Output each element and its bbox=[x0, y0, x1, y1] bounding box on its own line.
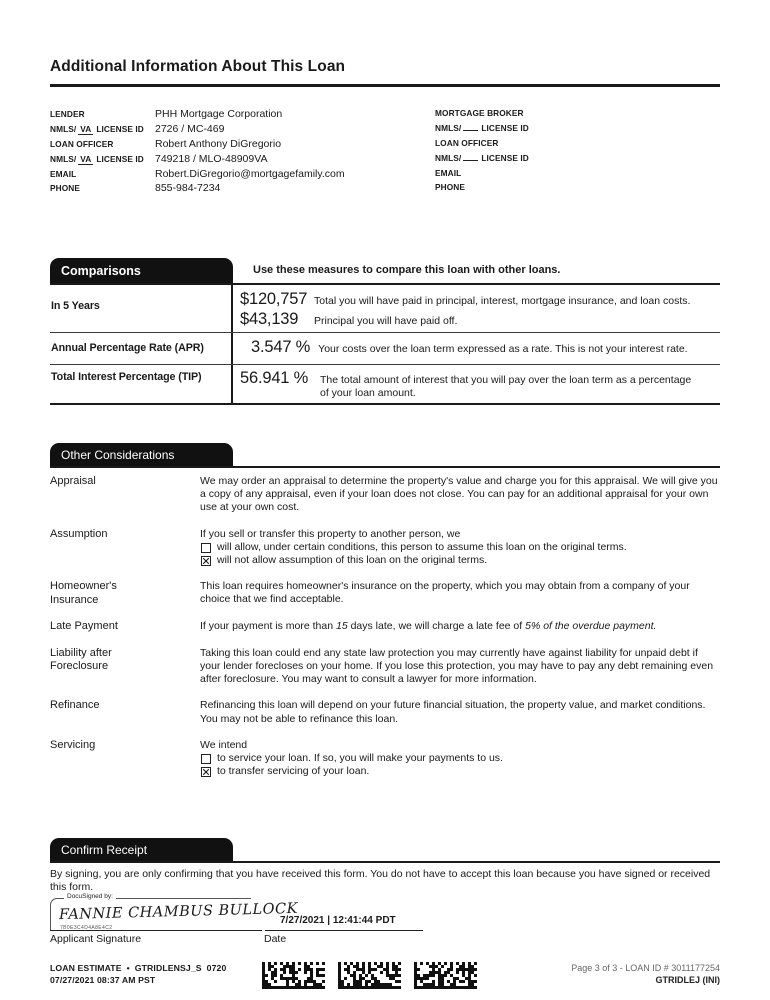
consideration-refinance: Refinance Refinancing this loan will depend on your future financial situation, the property value, and market conditions. You may not be able to refinance this loan. bbox=[50, 699, 706, 725]
state-blank bbox=[463, 160, 478, 161]
page-footer bbox=[50, 960, 720, 996]
contact-label: NMLS/ LICENSE ID bbox=[435, 152, 529, 163]
date-caption: Date bbox=[264, 933, 287, 945]
print-timestamp: 07/27/2021 08:37 AM PST bbox=[50, 974, 156, 985]
contact-label: EMAIL bbox=[50, 168, 77, 179]
contact-row bbox=[435, 182, 720, 197]
lender-column bbox=[50, 108, 435, 197]
footer-right bbox=[571, 963, 720, 986]
comparisons-tab: Comparisons bbox=[50, 258, 233, 283]
signature-line bbox=[50, 930, 262, 931]
lender-phone: 855-984-7234 bbox=[155, 182, 221, 195]
contact-row bbox=[50, 108, 435, 123]
in-5-years-principal: $43,139 bbox=[240, 310, 299, 328]
row-values: 56.941 % The total amount of interest that you will pay over the loan term as a percentage of your loan amount. bbox=[240, 369, 692, 399]
footer-left bbox=[50, 963, 226, 986]
contact-label: LOAN OFFICER bbox=[435, 137, 499, 148]
contact-row bbox=[50, 153, 435, 168]
contact-row bbox=[50, 168, 435, 183]
confirm-receipt-tab: Confirm Receipt bbox=[50, 838, 233, 861]
table-row bbox=[50, 333, 720, 365]
contact-label: NMLS/ VA LICENSE ID bbox=[50, 153, 144, 164]
footer-barcodes bbox=[262, 962, 477, 989]
page-number-loan-id: Page 3 of 3 - LOAN ID # 3011177254 bbox=[571, 963, 720, 973]
checkbox-unchecked-icon bbox=[201, 543, 211, 553]
other-considerations-tab: Other Considerations bbox=[50, 443, 233, 466]
table-row bbox=[50, 365, 720, 403]
contact-label: MORTGAGE BROKER bbox=[435, 108, 524, 118]
signature-caption: Applicant Signature bbox=[50, 933, 142, 945]
contact-info-section bbox=[50, 108, 720, 197]
comparisons-table bbox=[50, 283, 720, 405]
consideration-homeowners-insurance: Homeowner's Insurance This loan requires homeowner's insurance on the property, which you may obtain from a company of your choice that we find acceptable. bbox=[50, 580, 690, 606]
option-row: will not allow assumption of this loan on the original terms. bbox=[200, 554, 720, 567]
comparisons-section bbox=[50, 258, 720, 403]
title-section bbox=[50, 58, 720, 87]
doc-code: GTRIDLEJ (INI) bbox=[655, 974, 720, 985]
row-label: In 5 Years bbox=[50, 285, 233, 332]
state-blank: VA bbox=[80, 123, 92, 134]
contact-row bbox=[50, 123, 435, 138]
option-row: will allow, under certain conditions, this person to assume this loan on the original terms. bbox=[200, 541, 720, 554]
page-title: Additional Information About This Loan bbox=[50, 58, 720, 87]
consideration-appraisal: Appraisal We may order an appraisal to determine the property's value and charge you for this appraisal. We will give you a copy of any appraisal, even if your loan does not close. You can pay for an additional appraisal for your own use at your own cost. bbox=[50, 475, 718, 514]
applicant-signature: FANNIE CHAMBUS BULLOCK bbox=[58, 900, 299, 924]
contact-row bbox=[435, 123, 720, 138]
contact-row bbox=[435, 153, 720, 168]
row-values: 3.547 % Your costs over the loan term expressed as a rate. This is not your interest rate. bbox=[251, 338, 688, 356]
barcode-icon bbox=[262, 962, 325, 989]
docusign-id: 7B0E3C4D4A8E4C2 bbox=[60, 925, 113, 931]
consideration-late-payment: Late Payment If your payment is more than 15 days late, we will charge a late fee of 5% of the overdue payment. bbox=[50, 620, 657, 633]
contact-row bbox=[435, 138, 720, 153]
lender-nmls-id: 2726 / MC-469 bbox=[155, 122, 225, 135]
lender-name: PHH Mortgage Corporation bbox=[155, 108, 283, 120]
lender-email: Robert.DiGregorio@mortgagefamily.com bbox=[155, 167, 345, 180]
confirm-receipt-text: By signing, you are only confirming that you have received this form. You do not have to accept this loan because you have signed or received this form. bbox=[50, 861, 720, 894]
apr-value: 3.547 % bbox=[251, 338, 311, 356]
contact-label: EMAIL bbox=[435, 167, 462, 178]
option-row: to transfer servicing of your loan. bbox=[200, 765, 720, 778]
consideration-assumption: Assumption If you sell or transfer this property to another person, we will allow, under certain conditions, this person to assume this loan on the original terms. will not allow assumption of this loan on the original terms. bbox=[50, 528, 720, 568]
state-blank bbox=[463, 130, 478, 131]
form-id: LOAN ESTIMATE • GTRIDLENSJ_S 0720 bbox=[50, 963, 227, 973]
signature-date: 7/27/2021 | 12:41:44 PDT bbox=[280, 915, 396, 926]
table-row bbox=[50, 285, 720, 333]
checkbox-checked-icon bbox=[201, 556, 211, 566]
contact-label: PHONE bbox=[50, 183, 81, 194]
officer-nmls-id: 749218 / MLO-48909VA bbox=[155, 152, 268, 165]
row-label: Annual Percentage Rate (APR) bbox=[50, 333, 233, 364]
checkbox-checked-icon bbox=[201, 767, 211, 777]
state-blank: VA bbox=[80, 153, 92, 164]
consideration-liability: Liability after Foreclosure Taking this loan could end any state law protection you may currently have against liability for unpaid debt if your lender forecloses on your home. If you lose this protection, you may have to pay any debt remaining even after foreclosure. You may want to consult a lawyer for more information. bbox=[50, 646, 714, 686]
tip-value: 56.941 % bbox=[240, 369, 309, 387]
checkbox-unchecked-icon bbox=[201, 754, 211, 764]
barcode-icon bbox=[414, 962, 477, 989]
consideration-servicing: Servicing We intend to service your loan. If so, you will make your payments to us. to transfer servicing of your loan. bbox=[50, 739, 720, 779]
contact-label: LENDER bbox=[50, 109, 85, 119]
date-line bbox=[265, 930, 423, 931]
contact-label: NMLS/ VA LICENSE ID bbox=[50, 123, 144, 134]
row-values: $120,757 Total you will have paid in principal, interest, mortgage insurance, and loan costs. $43,139 Principal you will have paid off. bbox=[240, 290, 691, 328]
in-5-years-total: $120,757 bbox=[240, 290, 308, 308]
contact-label: NMLS/ LICENSE ID bbox=[435, 122, 529, 133]
other-considerations-section bbox=[50, 443, 720, 791]
broker-column bbox=[435, 108, 720, 197]
contact-row bbox=[50, 182, 435, 197]
confirm-receipt-section bbox=[50, 838, 720, 948]
option-row: to service your loan. If so, you will make your payments to us. bbox=[200, 752, 720, 765]
docusign-label: DocuSigned by: bbox=[64, 893, 116, 900]
contact-row bbox=[50, 138, 435, 153]
row-label: Total Interest Percentage (TIP) bbox=[50, 365, 233, 403]
contact-row bbox=[435, 108, 720, 123]
contact-label: LOAN OFFICER bbox=[50, 138, 114, 149]
comparisons-header: Use these measures to compare this loan with other loans. bbox=[253, 264, 561, 276]
barcode-icon bbox=[338, 962, 401, 989]
loan-officer-name: Robert Anthony DiGregorio bbox=[155, 137, 282, 150]
contact-label: PHONE bbox=[435, 182, 466, 193]
contact-row bbox=[435, 168, 720, 183]
